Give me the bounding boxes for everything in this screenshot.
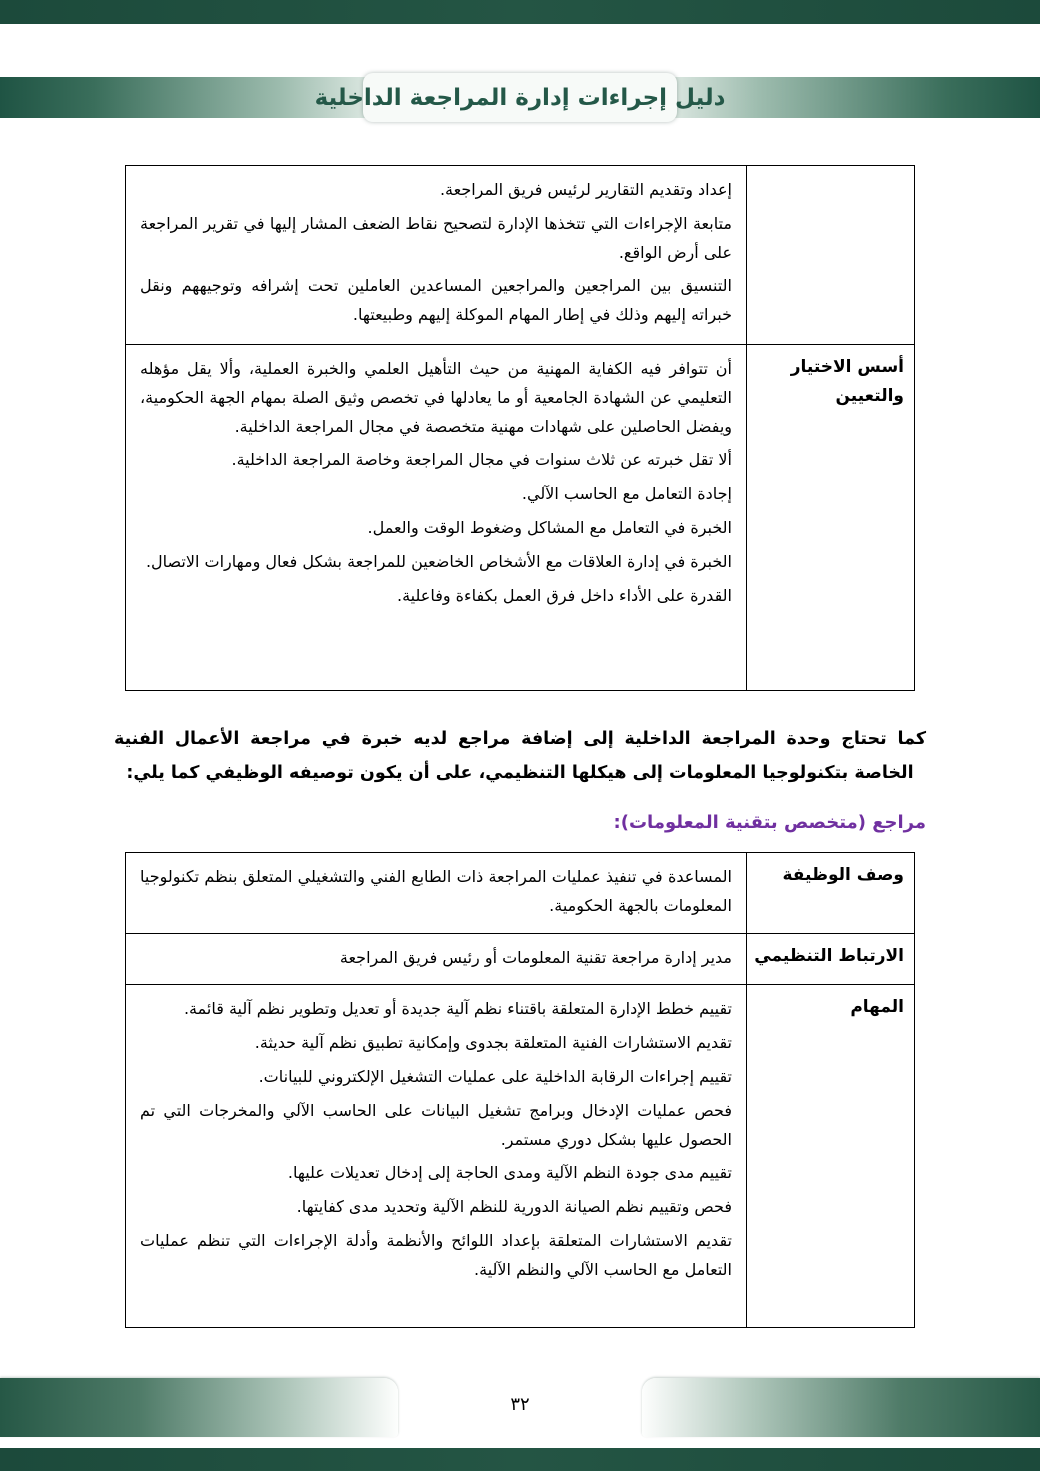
row-label-tasks: المهام (746, 985, 914, 1327)
table-cell-paragraph: تقديم الاستشارات المتعلقة بإعداد اللوائح والأنظمة وأدلة الإجراءات التي تنظم عمليات التعامل مع الحاسب الآلي والنظم الآلية. (140, 1230, 732, 1279)
row-content (126, 985, 746, 1327)
page-number: ٣٢ (510, 1394, 530, 1415)
intro-paragraph: كما تحتاج وحدة المراجعة الداخلية إلى إضافة مراجع لديه خبرة في مراجعة الأعمال الفنية الخاصة بتكنولوجيا المعلومات إلى هيكلها التنظيمي، على أن يكون توصيفه الوظيفي كما يلي: (114, 729, 926, 784)
bottom-border-bar (0, 1448, 1040, 1471)
table-cell-paragraph: ألا تقل خبرته عن ثلاث سنوات في مجال المراجعة وخاصة المراجعة الداخلية. (231, 450, 732, 470)
table-cell-paragraph: التنسيق بين المراجعين والمراجعين المساعدين العاملين تحت إشرافه وتوجيههم ونقل خبراته إليهم وذلك في إطار المهام الموكلة إليهم وطبيعتها. (140, 276, 732, 325)
table-row (126, 933, 914, 985)
table-cell-paragraph: فحص وتقييم نظم الصيانة الدورية للنظم الآلية وتحديد مدى كفايتها. (296, 1197, 732, 1217)
row-label-selection-basis: أسس الاختيار والتعيين (746, 345, 914, 690)
row-label-organizational-link: الارتباط التنظيمي (746, 934, 914, 985)
table-cell-paragraph: تقديم الاستشارات الفنية المتعلقة بجدوى وإمكانية تطبيق نظم آلية حديثة. (254, 1033, 732, 1053)
table-row (126, 853, 914, 933)
page-header (0, 77, 1040, 118)
it-auditor-table (125, 852, 915, 1328)
row-content (126, 166, 746, 344)
table-cell-paragraph: المساعدة في تنفيذ عمليات المراجعة ذات الطابع الفني والتشغيلي المتعلق بنظم تكنولوجيا المعلومات بالجهة الحكومية. (140, 867, 732, 915)
row-label-job-description: وصف الوظيفة (746, 853, 914, 933)
table-cell-paragraph: أن تتوافر فيه الكفاية المهنية من حيث التأهيل العلمي والخبرة العملية، وألا يقل مؤهله التعليمي عن الشهادة الجامعية أو ما يعادلها في تخصص وثيق الصلة بمهام الجهة الحكومية، ويفضل الحاصلين على شهادات مهنية متخصصة في مجال المراجعة الداخلية. (140, 359, 732, 436)
footer-right-ribbon (642, 1378, 1040, 1437)
table-cell-paragraph: تقييم خطط الإدارة المتعلقة باقتناء نظم آلية جديدة أو تعديل وتطوير نظم آلية قائمة. (183, 999, 732, 1019)
section-heading: مراجع (متخصص بتقنية المعلومات): (613, 812, 926, 833)
table-cell-paragraph: تقييم مدى جودة النظم الآلية ومدى الحاجة إلى إدخال تعديلات عليها. (287, 1163, 732, 1183)
table-cell-paragraph: فحص عمليات الإدخال وبرامج تشغيل البيانات على الحاسب الآلي والمخرجات التي تم الحصول عليها بشكل دوري مستمر. (140, 1100, 732, 1149)
table-row (126, 984, 914, 1327)
table-cell-paragraph: الخبرة في التعامل مع المشاكل وضغوط الوقت والعمل. (367, 517, 732, 537)
row-content (126, 934, 746, 985)
top-border-bar (0, 0, 1040, 24)
row-content (126, 345, 746, 690)
table-cell-paragraph: إجادة التعامل مع الحاسب الآلي. (521, 484, 732, 504)
table-cell-paragraph: متابعة الإجراءات التي تتخذها الإدارة لتصحيح نقاط الضعف المشار إليها في تقرير المراجعة على أرض الواقع. (140, 213, 732, 262)
table-row (126, 166, 914, 344)
table-cell-paragraph: القدرة على الأداء داخل فرق العمل بكفاءة وفاعلية. (397, 585, 732, 605)
table-row (126, 344, 914, 690)
selection-criteria-table (125, 165, 915, 691)
table-cell-paragraph: الخبرة في إدارة العلاقات مع الأشخاص الخاضعين للمراجعة بشكل فعال ومهارات الاتصال. (145, 551, 732, 571)
row-label-empty (746, 166, 914, 344)
page-title: دليل إجراءات إدارة المراجعة الداخلية (314, 85, 726, 111)
row-content (126, 853, 746, 933)
table-cell-paragraph: تقييم إجراءات الرقابة الداخلية على عمليات التشغيل الإلكتروني للبيانات. (258, 1066, 732, 1086)
table-cell-paragraph: إعداد وتقديم التقارير لرئيس فريق المراجعة. (439, 180, 732, 199)
table-cell-paragraph: مدير إدارة مراجعة تقنية المعلومات أو رئيس فريق المراجعة (339, 947, 732, 967)
